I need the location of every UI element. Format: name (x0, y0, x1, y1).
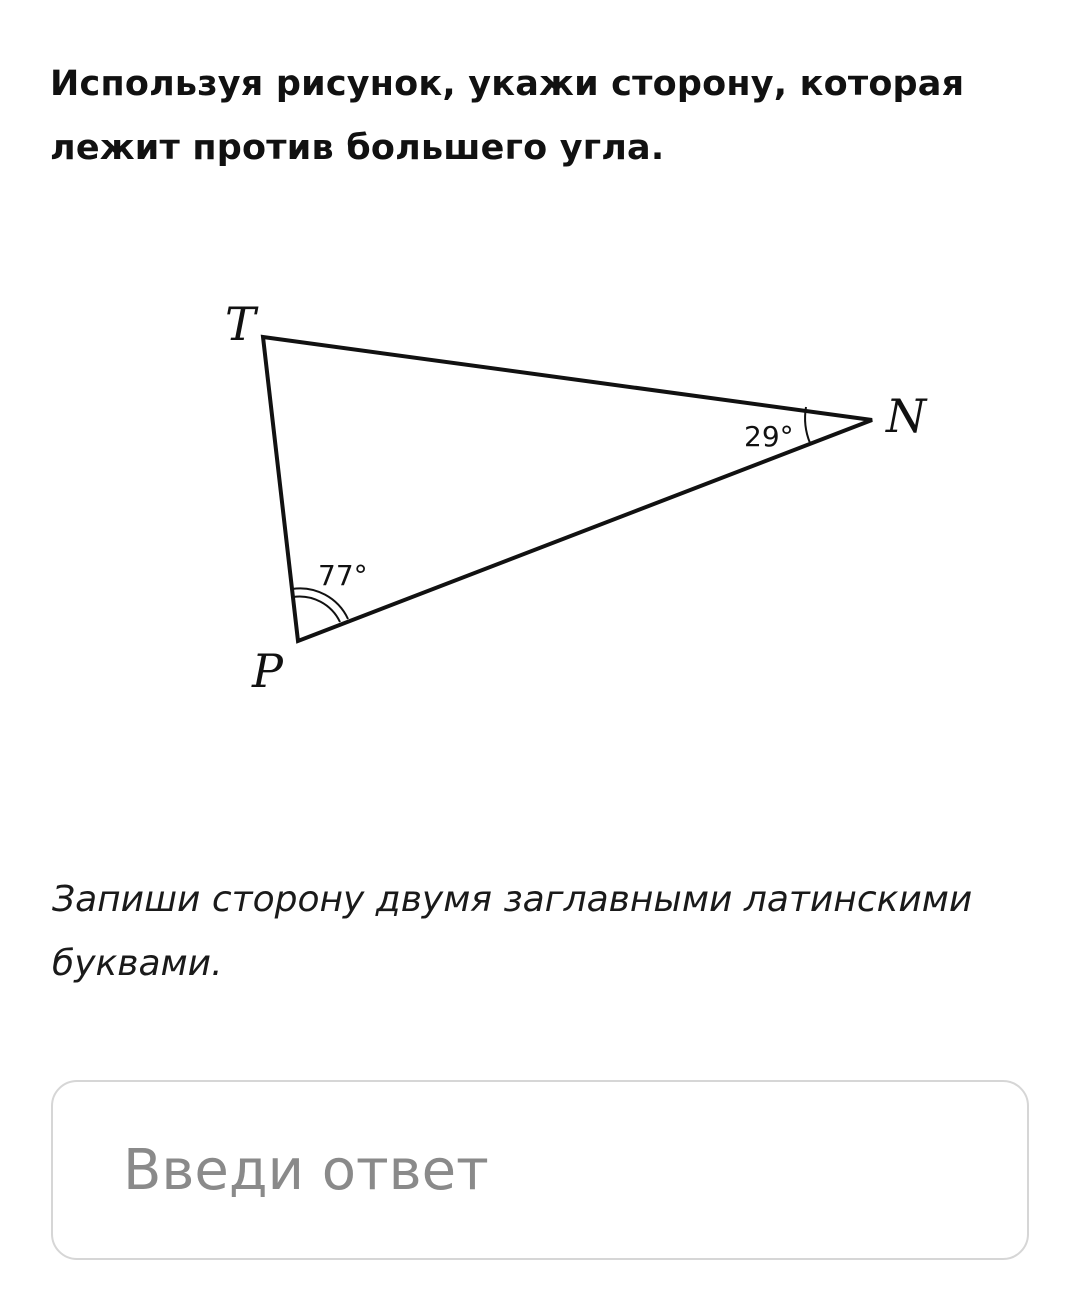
vertex-label-n: N (886, 389, 927, 443)
question-text: Используя рисунок, укажи сторону, которая лежит против большего угла. (50, 64, 965, 168)
vertex-label-p: P (252, 644, 283, 698)
answer-input[interactable] (123, 1082, 1003, 1258)
vertex-label-t: T (225, 297, 256, 351)
angle-label-p: 77° (318, 559, 368, 592)
triangle-tnp (263, 337, 872, 641)
answer-field[interactable] (51, 1080, 1029, 1260)
triangle-figure (0, 270, 1080, 720)
instruction-text: Запиши сторону двумя заглавными латинскими буквами. (52, 879, 973, 984)
angle-label-n: 29° (744, 420, 794, 453)
angle-arc-p-outer (292, 588, 348, 619)
